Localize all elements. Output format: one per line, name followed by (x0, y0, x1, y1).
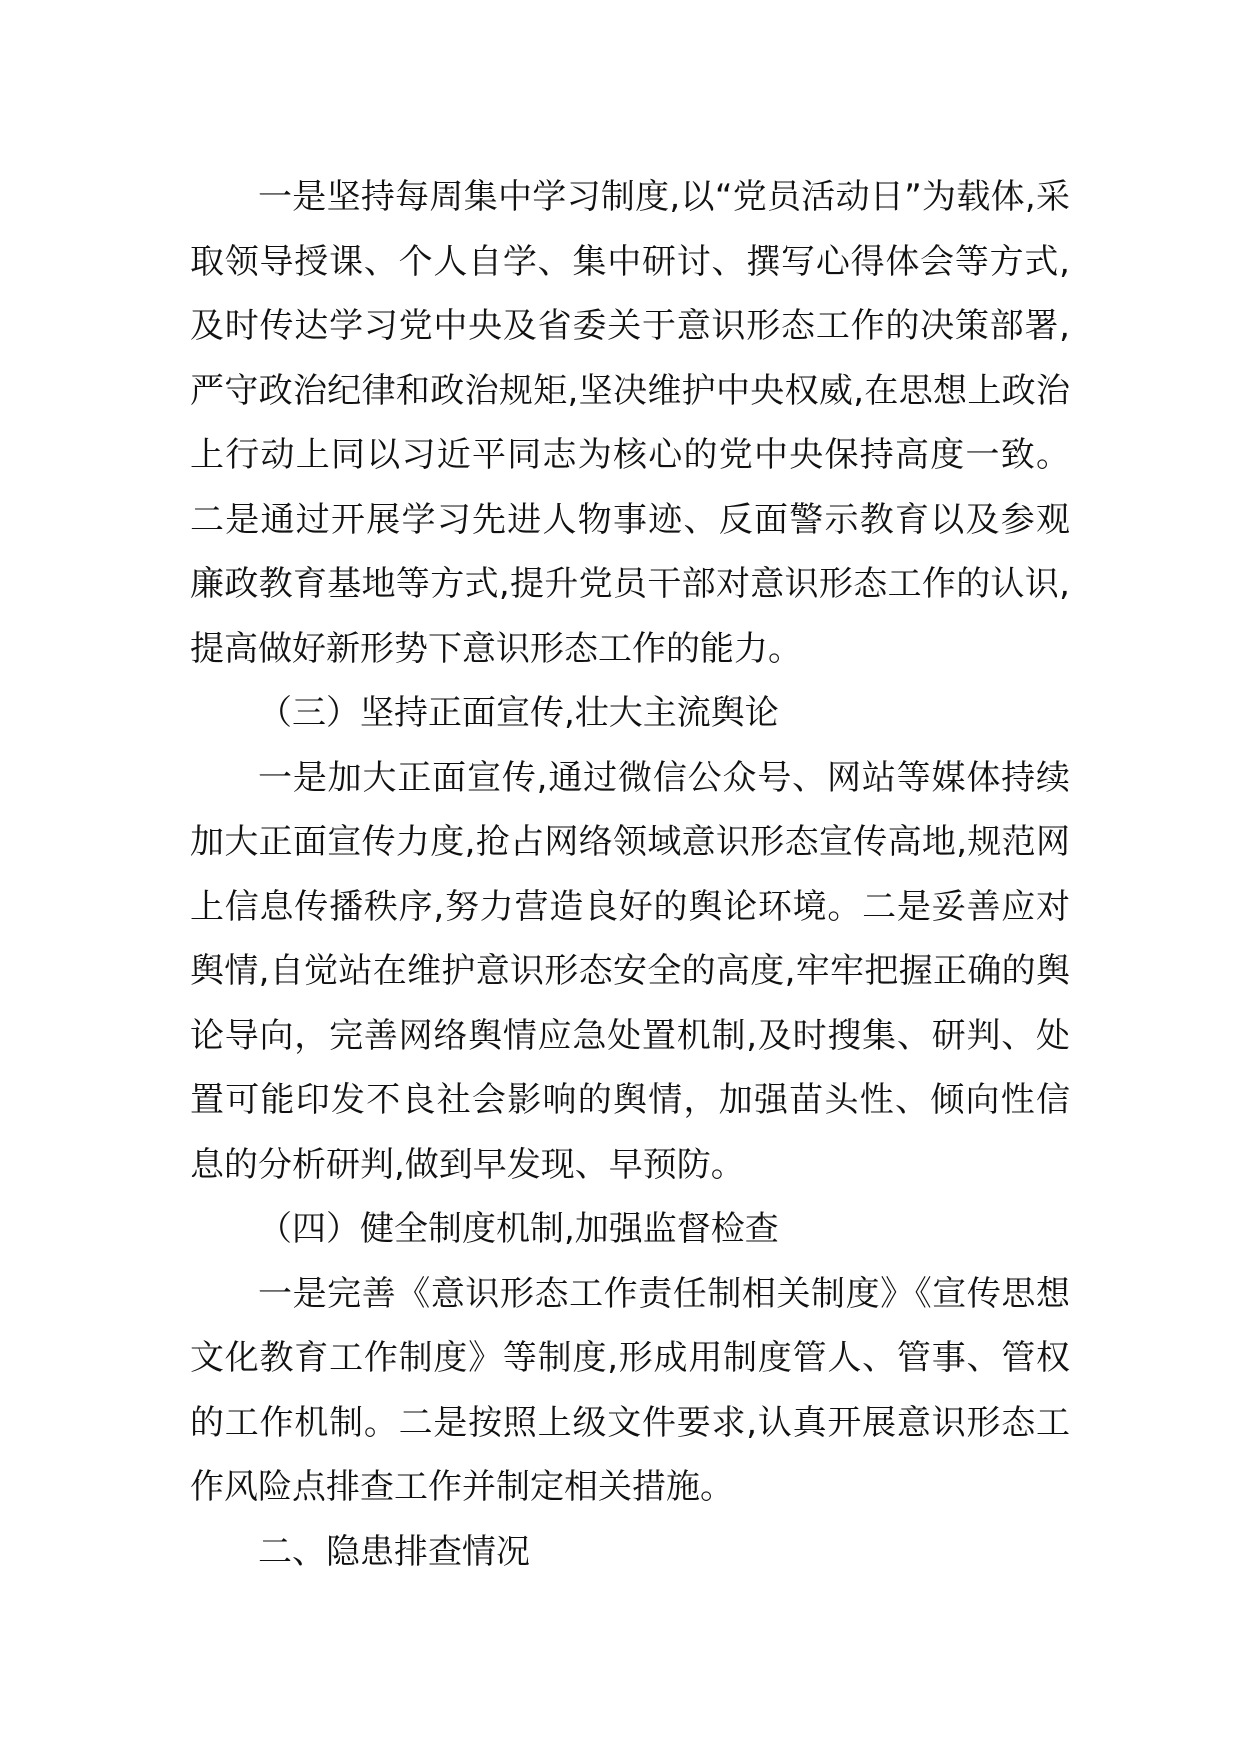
section-heading-hazard-check: 二、隐患排查情况 (258, 1531, 530, 1572)
section-heading-four: （四）健全制度机制,加强监督检查 (258, 1209, 779, 1249)
paragraph-positive-publicity: 一是加大正面宣传,通过微信公众号、网站等媒体持续加大正面宣传力度,抢占网络领域意识形态宣传高地,规范网上信息传播秩序,努力营造良好的舆论环境。二是妥善应对舆情,自觉站在维护意识形态安全的高度,牢牢把握正确的舆论导向，完善网络舆情应急处置机制,及时搜集、研判、处置可能印发不良社会影响的舆情，加强苗头性、倾向性信息的分析研判,做到早发现、早预防。 (190, 757, 1070, 1185)
paragraph-study-system: 一是坚持每周集中学习制度,以“党员活动日”为载体,采取领导授课、个人自学、集中研讨、撰写心得体会等方式,及时传达学习党中央及省委关于意识形态工作的决策部署,严守政治纪律和政治规矩,坚决维护中央权威,在思想上政治上行动上同以习近平同志为核心的党中央保持高度一致。二是通过开展学习先进人物事迹、反面警示教育以及参观廉政教育基地等方式,提升党员干部对意识形态工作的认识,提高做好新形势下意识形态工作的能力。 (190, 177, 1070, 669)
paragraph-system-mechanism: 一是完善《意识形态工作责任制相关制度》《宣传思想文化教育工作制度》等制度,形成用制度管人、管事、管权的工作机制。二是按照上级文件要求,认真开展意识形态工作风险点排查工作并制定相关措施。 (190, 1273, 1070, 1507)
section-heading-three: （三）坚持正面宣传,壮大主流舆论 (258, 693, 779, 733)
document-body (190, 165, 1070, 1584)
